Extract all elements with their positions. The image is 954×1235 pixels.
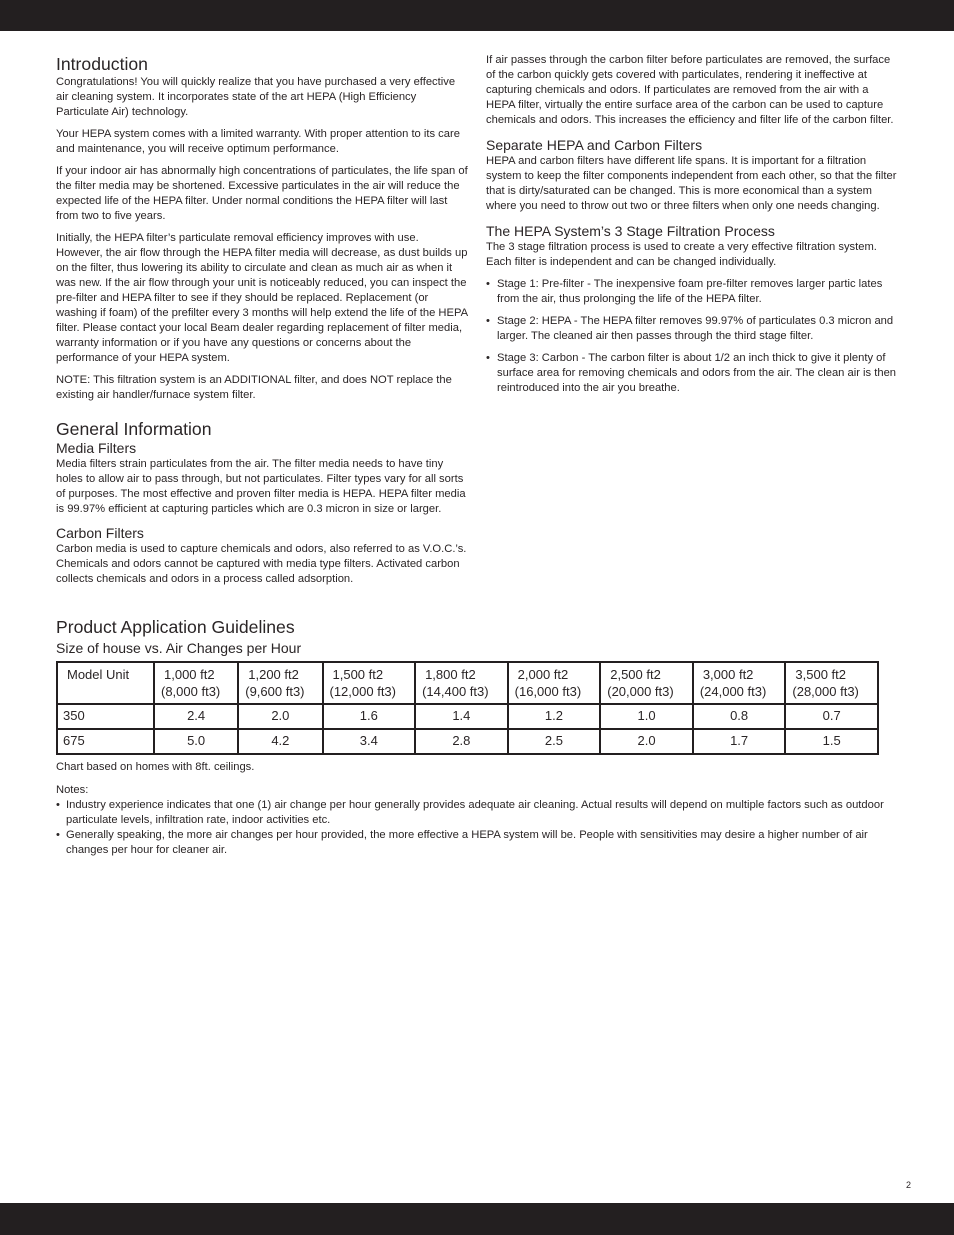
header-cell: 3,500 ft2 (28,000 ft3) — [785, 662, 878, 704]
header-cell: 1,000 ft2 (8,000 ft3) — [154, 662, 238, 704]
notes-list — [56, 798, 899, 858]
chart-note: Chart based on homes with 8ft. ceilings. — [56, 761, 255, 773]
air-changes-table — [56, 661, 879, 755]
value-cell: 0.8 — [693, 704, 786, 729]
separate-filters-text: HEPA and carbon filters have different life spans. It is important for a filtration system to keep the filter components independent from each other, so that the filter that is dirty/saturated can be changed. This is more economical than a system where you need to throw out two or three filters when only one needs changing. — [486, 155, 897, 212]
top-bar — [0, 0, 954, 31]
carbon-intro-text: If air passes through the carbon filter before particulates are removed, the surface of the carbon quickly gets covered with particulates, rendering it ineffective at capturing chemicals and odors. If particulates are removed from the air with a HEPA filter, virtually the entire surface area of the carbon can be used to capture chemicals and odors. This increases the efficiency and filter life of the carbon filter. — [486, 54, 894, 126]
intro-paragraph: NOTE: This filtration system is an ADDITIONAL filter, and does NOT replace the existing air handler/furnace system filter. — [56, 374, 452, 401]
header-cell: 1,800 ft2 (14,400 ft3) — [415, 662, 508, 704]
stage-item: • Stage 3: Carbon - The carbon filter is about 1/2 an inch thick to give it plenty of surface area for removing chemicals and odors from the air. The clean air is then reintroduced into the air you breathe. — [486, 351, 899, 396]
value-cell: 2.5 — [508, 729, 601, 754]
value-cell: 4.2 — [238, 729, 322, 754]
stages-text: The 3 stage filtration process is used to create a very effective filtration system. Each filter is independent and can be changed individually. — [486, 241, 877, 268]
table-row — [57, 704, 878, 729]
value-cell: 2.4 — [154, 704, 238, 729]
header-cell: 1,500 ft2 (12,000 ft3) — [323, 662, 416, 704]
value-cell: 1.7 — [693, 729, 786, 754]
note-item: • Generally speaking, the more air changes per hour provided, the more effective a HEPA system will be. People with sensitivities may desire a higher number of air changes per hour for cleaner air. — [56, 828, 899, 858]
value-cell: 5.0 — [154, 729, 238, 754]
notes-label: Notes: — [56, 784, 89, 796]
bottom-bar — [0, 1203, 954, 1235]
value-cell: 2.0 — [600, 729, 693, 754]
introduction-section — [56, 53, 468, 410]
value-cell: 1.2 — [508, 704, 601, 729]
guidelines-title: Product Application Guidelines — [56, 617, 295, 637]
page-number: 2 — [906, 1180, 912, 1190]
guidelines-subtitle: Size of house vs. Air Changes per Hour — [56, 640, 302, 656]
intro-paragraph: Initially, the HEPA filter’s particulate removal efficiency improves with use. However, the air flow through the HEPA filter media will decrease, as dust builds up on the filter, thus lowering its ability to circulate and clean as much air as when it was new. If the air flow through your unit is noticeably reduced, you can inspect the pre-filter and HEPA filter to see if they should be replaced. Replacement (or washing if foam) of the prefilter every 3 months will help extend the life of the HEPA filter. Please contact your local Beam dealer regarding replacement of filter media, warranty information or if you have any questions or concerns about the performance of your HEPA system. — [56, 232, 468, 364]
guidelines-section — [56, 616, 899, 858]
intro-paragraph: Congratulations! You will quickly realize that you have purchased a very effective air cleaning system. It incorporates state of the art HEPA (High Efficiency Particulate Air) technology. — [56, 76, 456, 118]
stages-title: The HEPA System’s 3 Stage Filtration Process — [486, 223, 775, 239]
table-row — [57, 729, 878, 754]
general-information-title: General Information — [56, 419, 212, 439]
header-cell: 2,000 ft2 (16,000 ft3) — [508, 662, 601, 704]
header-cell: 1,200 ft2 (9,600 ft3) — [238, 662, 322, 704]
stage-item: • Stage 1: Pre-filter - The inexpensive foam pre-filter removes larger partic lates from the air, thus prolonging the life of the HEPA filter. — [486, 277, 899, 307]
value-cell: 3.4 — [323, 729, 416, 754]
stages-list — [486, 277, 899, 396]
value-cell: 1.0 — [600, 704, 693, 729]
right-column — [486, 53, 899, 403]
media-filters-text: Media filters strain particulates from the air. The filter media needs to have tiny holes to allow air to pass through, but not particulates. Filter types vary for all sorts of purposes. The most effective and proven filter media is HEPA. HEPA filter media is 99.97% efficient at capturing particles which are 0.3 micron in size or larger. — [56, 458, 466, 515]
table-header-row — [57, 662, 878, 704]
header-model-unit: Model Unit — [57, 662, 154, 704]
header-cell: 3,000 ft2 (24,000 ft3) — [693, 662, 786, 704]
value-cell: 0.7 — [785, 704, 878, 729]
value-cell: 2.0 — [238, 704, 322, 729]
note-item: • Industry experience indicates that one (1) air change per hour generally provides adequate air cleaning. Actual results will depend on multiple factors such as outdoor particulate levels, infiltration rate, indoor activities etc. — [56, 798, 899, 828]
general-information-section — [56, 418, 468, 587]
carbon-filters-title: Carbon Filters — [56, 525, 144, 541]
table-notes — [56, 760, 899, 858]
value-cell: 1.5 — [785, 729, 878, 754]
intro-paragraph: Your HEPA system comes with a limited warranty. With proper attention to its care and maintenance, you will receive optimum performance. — [56, 128, 460, 155]
model-cell: 350 — [57, 704, 154, 729]
value-cell: 1.4 — [415, 704, 508, 729]
carbon-filters-text: Carbon media is used to capture chemicals and odors, also referred to as V.O.C.’s. Chemicals and odors cannot be captured with media type filters. Activated carbon collects chemicals and odors in a process called adsorption. — [56, 543, 467, 585]
value-cell: 2.8 — [415, 729, 508, 754]
stage-item: • Stage 2: HEPA - The HEPA filter removes 99.97% of particulates 0.3 micron and larger. The cleaned air then passes through the third stage filter. — [486, 314, 899, 344]
value-cell: 1.6 — [323, 704, 416, 729]
introduction-title: Introduction — [56, 54, 148, 74]
model-cell: 675 — [57, 729, 154, 754]
media-filters-title: Media Filters — [56, 440, 137, 456]
intro-paragraph: If your indoor air has abnormally high concentrations of particulates, the life span of the filter media may be shortened. Excessive particulates in the air will reduce the expected life of the HEPA filter. Under normal conditions the HEPA filter will last from two to five years. — [56, 165, 468, 222]
separate-filters-title: Separate HEPA and Carbon Filters — [486, 137, 703, 153]
header-cell: 2,500 ft2 (20,000 ft3) — [600, 662, 693, 704]
